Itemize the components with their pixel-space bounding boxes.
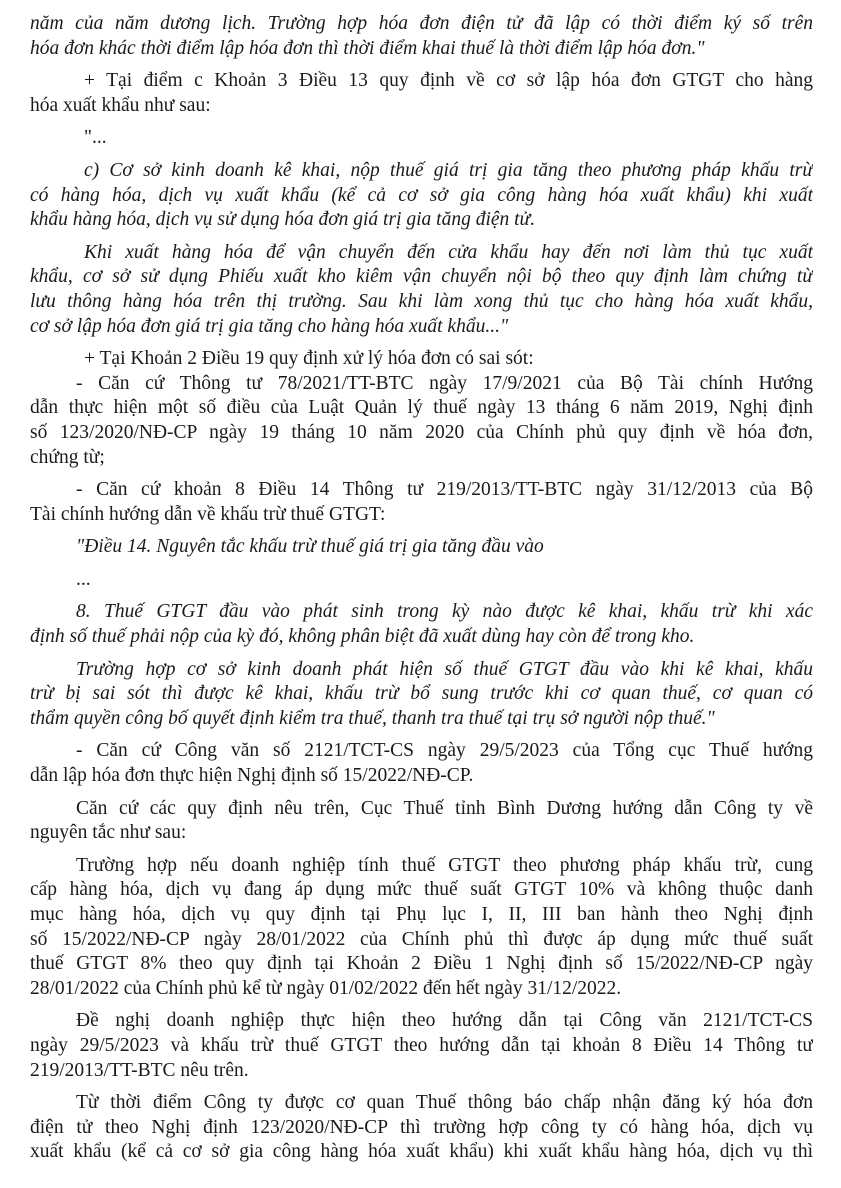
text-line: lưu thông hàng hóa trên thị trường. Sau khi làm xong thủ tục cho hàng hóa xuất khẩu, [30,290,813,312]
text-line: chứng từ; [30,446,105,468]
paragraph-gap [30,592,813,600]
text-line: Trường hợp nếu doanh nghiệp tính thuế GTGT theo phương pháp khấu trừ, cung [76,854,813,876]
text-line: ... [76,568,91,590]
paragraph-gap [30,339,813,347]
text-line: Đề nghị doanh nghiệp thực hiện theo hướng dẫn tại Công văn 2121/TCT-CS [76,1010,813,1032]
text-line: năm của năm dương lịch. Trường hợp hóa đơn điện tử đã lập có thời điểm ký số trên [30,13,813,34]
text-line: số 123/2020/NĐ-CP ngày 19 tháng 10 năm 2020 của Chính phủ quy định về hóa đơn, [30,421,813,443]
text-line: Căn cứ các quy định nêu trên, Cục Thuế tỉnh Bình Dương hướng dẫn Công ty về [76,797,813,819]
text-line: 8. Thuế GTGT đầu vào phát sinh trong kỳ nào được kê khai, khấu trừ khi xác [76,601,813,623]
paragraph [30,739,813,788]
paragraph-gap [30,61,813,69]
paragraph [30,854,813,1002]
text-line: c) Cơ sở kinh doanh kê khai, nộp thuế giá trị gia tăng theo phương pháp khấu trừ [84,159,813,181]
paragraph-gap [30,846,813,854]
paragraph [30,797,813,846]
paragraph-gap [30,1001,813,1009]
paragraph-gap [30,118,813,126]
text-line: khẩu, cơ sở sử dụng Phiếu xuất kho kiêm vận chuyển nội bộ theo quy định làm chứng từ [30,266,813,288]
paragraph [30,1091,813,1165]
paragraph [30,126,813,151]
text-line: - Căn cứ Công văn số 2121/TCT-CS ngày 29/5/2023 của Tổng cục Thuế hướng [76,740,813,762]
paragraph [30,600,813,649]
text-line: thuế GTGT 8% theo quy định tại Khoản 2 Điều 1 Nghị định số 15/2022/NĐ-CP ngày [30,953,813,975]
paragraph [30,658,813,732]
paragraph-gap [30,650,813,658]
paragraph-gap [30,527,813,535]
text-line: dẫn thực hiện một số điều của Luật Quản lý thuế ngày 13 tháng 6 năm 2019, Nghị định [30,397,813,419]
text-line: 28/01/2022 của Chính phủ kể từ ngày 01/02/2022 đến hết ngày 31/12/2022. [30,977,622,999]
text-line: + Tại Khoản 2 Điều 19 quy định xử lý hóa đơn có sai sót: [84,348,534,370]
paragraph [30,568,813,593]
text-line: số 15/2022/NĐ-CP ngày 28/01/2022 của Chính phủ thì được áp dụng mức thuế suất [30,928,813,950]
text-line: dẫn lập hóa đơn thực hiện Nghị định số 15/2022/NĐ-CP. [30,765,474,787]
paragraph [30,69,813,118]
text-line: có hàng hóa, dịch vụ xuất khẩu (kể cả cơ sở gia công hàng hóa xuất khẩu) khi xuất [30,184,813,206]
paragraph [30,372,813,470]
text-line: - Căn cứ Thông tư 78/2021/TT-BTC ngày 17/9/2021 của Bộ Tài chính Hướng [76,372,813,394]
paragraph [30,159,813,233]
text-line: cấp hàng hóa, dịch vụ đang áp dụng mức thuế suất GTGT 10% và không thuộc danh [30,879,813,901]
paragraph-gap [30,233,813,241]
text-line: Từ thời điểm Công ty được cơ quan Thuế thông báo chấp nhận đăng ký hóa đơn [76,1092,813,1114]
text-line: điện tử theo Nghị định 123/2020/NĐ-CP thì trường hợp công ty có hàng hóa, dịch vụ [30,1116,813,1138]
paragraph-gap [30,151,813,159]
text-line: ngày 29/5/2023 và khấu trừ thuế GTGT theo hướng dẫn tại khoản 8 Điều 14 Thông tư [30,1034,813,1056]
document-body [30,12,813,1165]
paragraph [30,12,813,61]
text-line: nguyên tắc như sau: [30,822,187,844]
paragraph-gap [30,1083,813,1091]
text-line: "Điều 14. Nguyên tắc khấu trừ thuế giá trị gia tăng đầu vào [76,536,544,558]
text-line: Trường hợp cơ sở kinh doanh phát hiện số thuế GTGT đầu vào khi kê khai, khấu [76,658,813,680]
paragraph [30,1009,813,1083]
text-line: 219/2013/TT-BTC nêu trên. [30,1059,249,1081]
text-line: Tài chính hướng dẫn về khấu trừ thuế GTGT: [30,503,386,525]
paragraph [30,347,813,372]
paragraph [30,535,813,560]
paragraph-gap [30,789,813,797]
text-line: "... [84,127,107,149]
text-line: định số thuế phải nộp của kỳ đó, không phân biệt đã xuất dùng hay còn để trong kho. [30,626,695,648]
text-line: Khi xuất hàng hóa để vận chuyển đến cửa khẩu hay đến nơi làm thủ tục xuất [84,241,813,263]
text-line: hóa xuất khẩu như sau: [30,94,211,116]
text-line: hóa đơn khác thời điểm lập hóa đơn thì thời điểm khai thuế là thời điểm lập hóa đơn." [30,37,705,59]
text-line: khẩu hàng hóa, dịch vụ sử dụng hóa đơn giá trị gia tăng điện tử. [30,209,536,231]
text-line: trừ bị sai sót thì được kê khai, khấu trừ bổ sung trước khi cơ quan thuế, cơ quan có [30,683,813,705]
paragraph [30,241,813,339]
paragraph-gap [30,560,813,568]
paragraph-gap [30,731,813,739]
text-line: cơ sở lập hóa đơn giá trị gia tăng cho hàng hóa xuất khẩu..." [30,315,509,337]
text-line: xuất khẩu (kể cả cơ sở gia công hàng hóa xuất khẩu) khi xuất khẩu hàng hóa, dịch vụ thì [30,1141,813,1163]
text-line: mục hàng hóa, dịch vụ quy định tại Phụ lục I, II, III ban hành theo Nghị định [30,904,813,925]
text-line: thẩm quyền công bố quyết định kiểm tra thuế, thanh tra thuế tại trụ sở người nộp thuế." [30,707,715,729]
paragraph [30,478,813,527]
paragraph-gap [30,470,813,478]
text-line: - Căn cứ khoản 8 Điều 14 Thông tư 219/2013/TT-BTC ngày 31/12/2013 của Bộ [76,479,813,501]
text-line: + Tại điểm c Khoản 3 Điều 13 quy định về cơ sở lập hóa đơn GTGT cho hàng [84,70,813,92]
